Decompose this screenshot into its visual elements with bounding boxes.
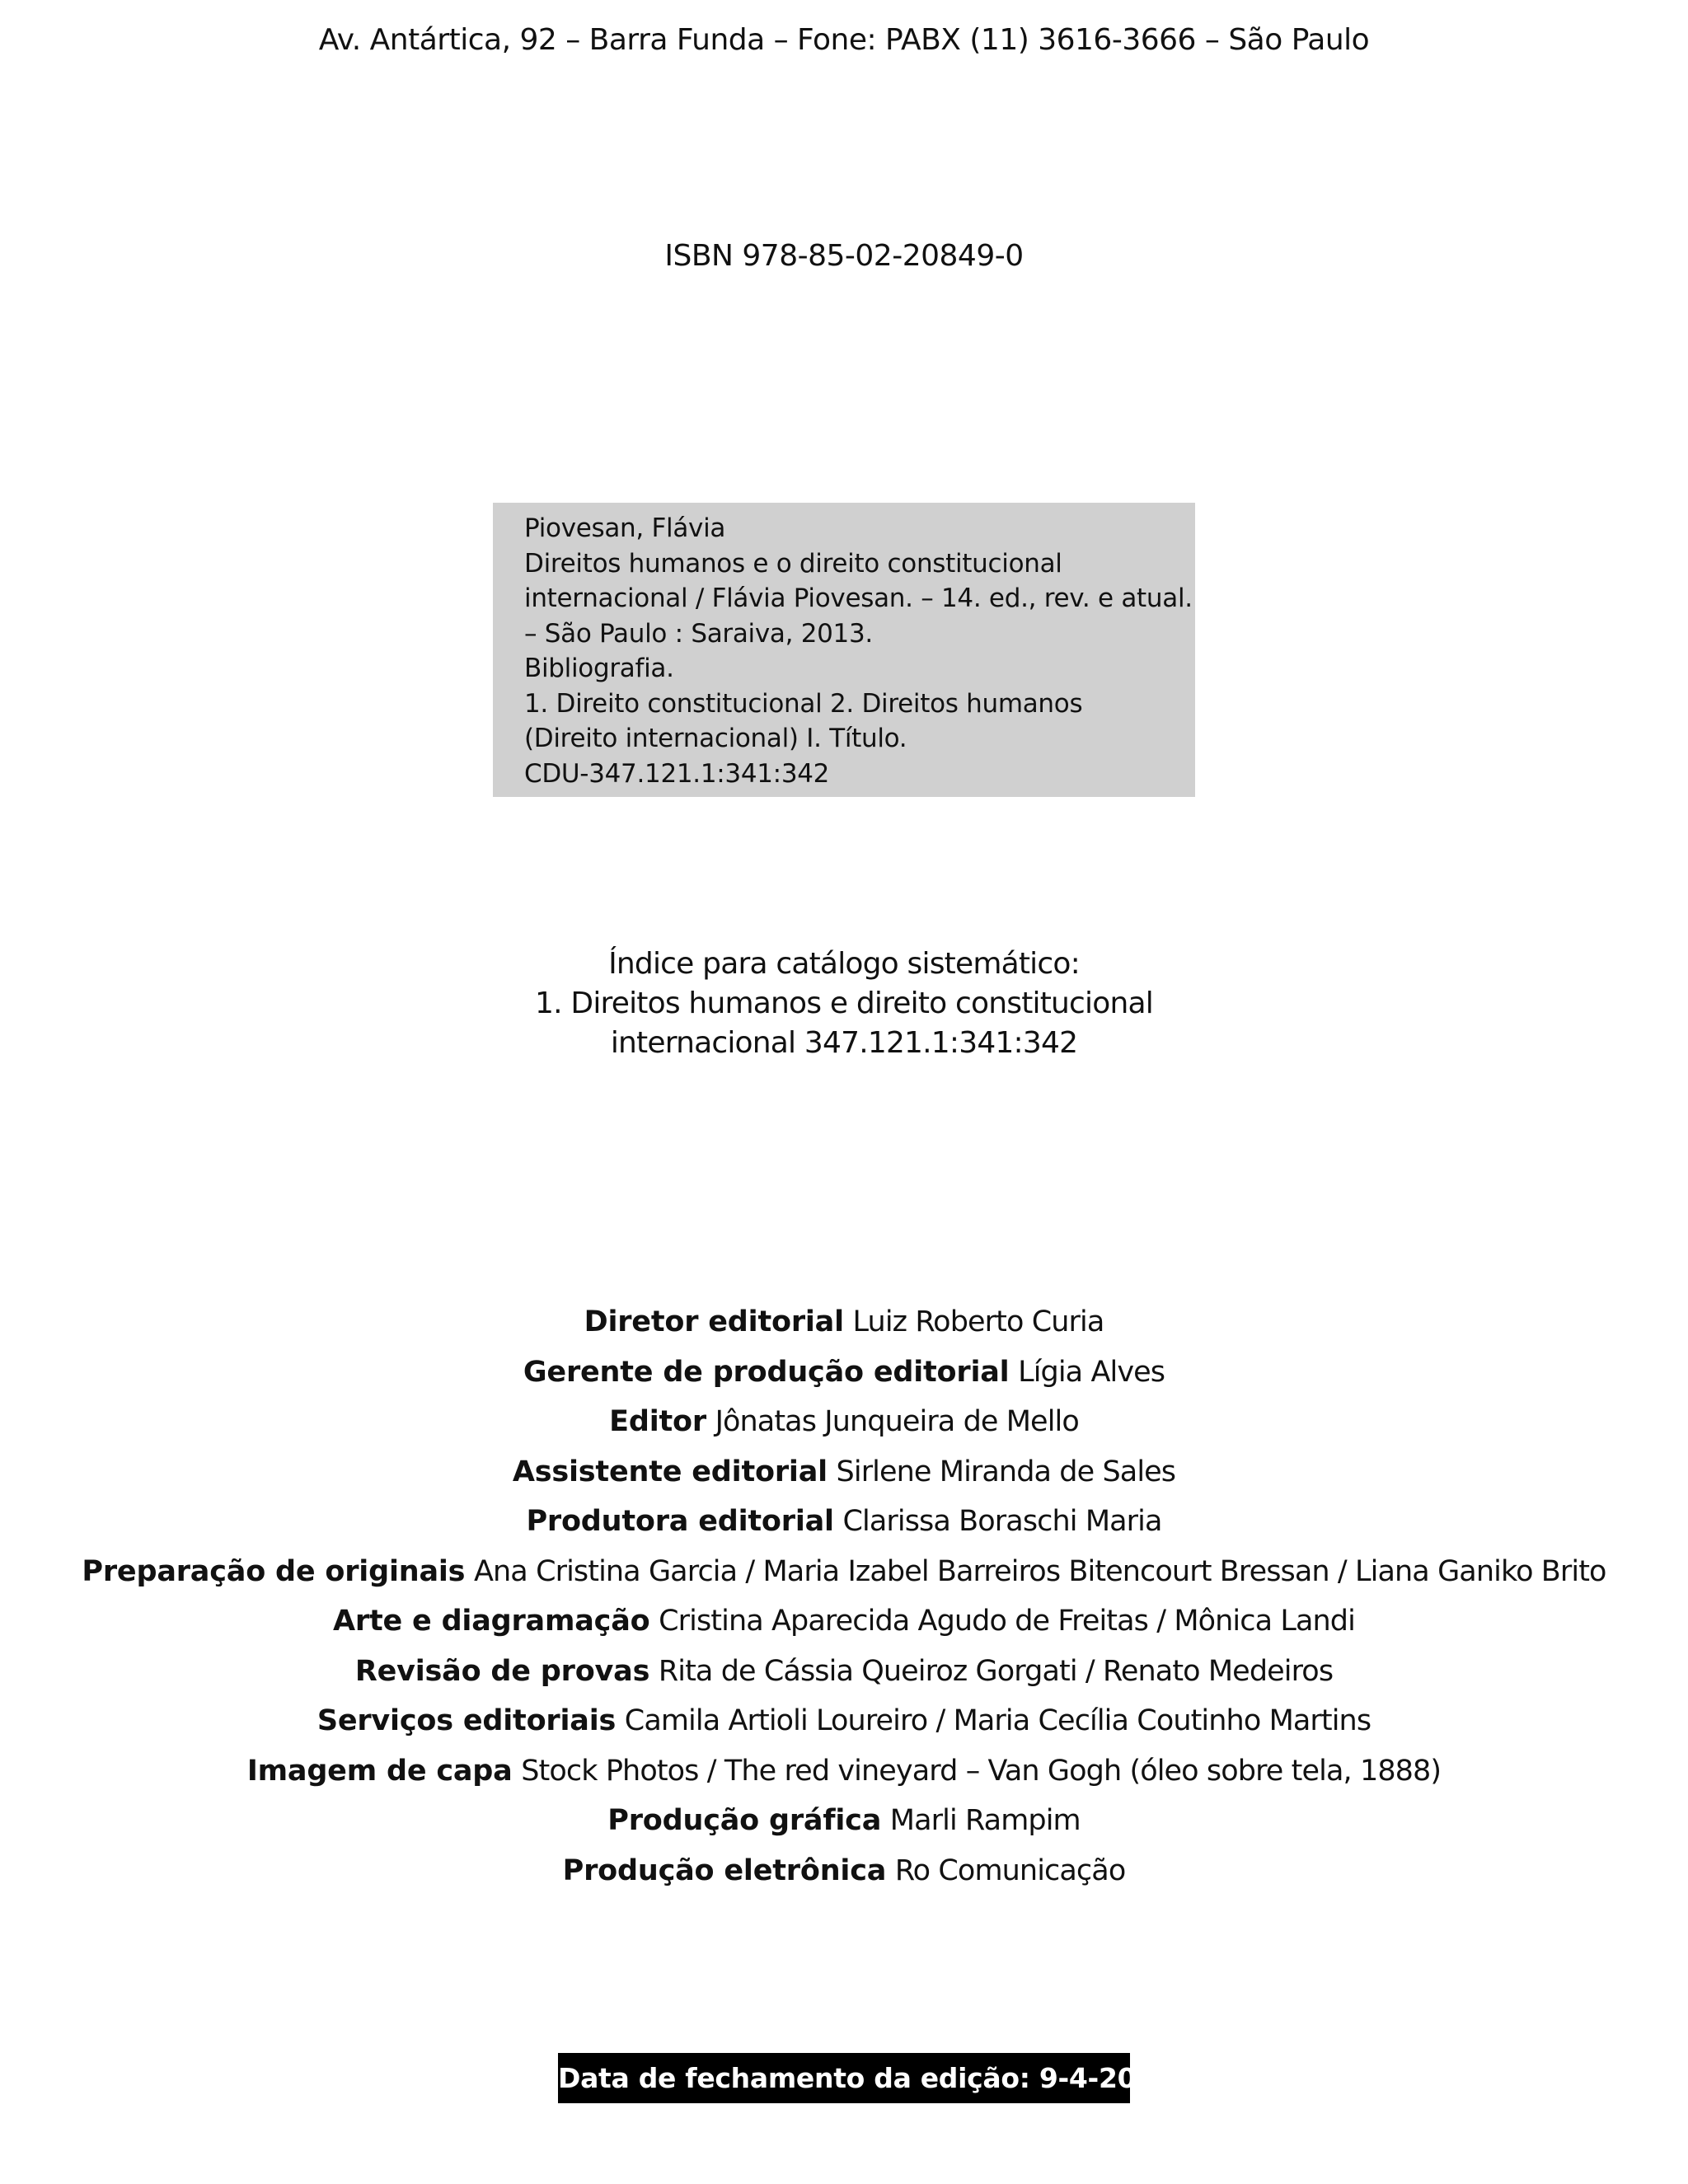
- credit-role: Imagem de capa: [246, 1754, 513, 1788]
- credit-role: Arte e diagramação: [333, 1605, 650, 1638]
- credit-role: Produção gráfica: [607, 1804, 882, 1837]
- credit-line: [0, 1297, 1688, 1347]
- credit-names: Rita de Cássia Queiroz Gorgati / Renato Medeiros: [658, 1654, 1334, 1688]
- credit-role: Produção eletrônica: [562, 1854, 887, 1887]
- index-entry: internacional 347.121.1:341:342: [610, 1026, 1078, 1060]
- credit-role: Preparação de originais: [82, 1554, 466, 1588]
- credit-names: Camila Artioli Loureiro / Maria Cecília Coutinho Martins: [624, 1704, 1372, 1737]
- credit-names: Ro Comunicação: [894, 1854, 1126, 1887]
- cip-line: Bibliografia.: [524, 654, 674, 683]
- cip-line: (Direito internacional) I. Título.: [524, 724, 907, 753]
- credit-line: [0, 1696, 1688, 1746]
- credit-names: Ana Cristina Garcia / Maria Izabel Barreiros Bitencourt Bressan / Liana Ganiko Brito: [473, 1554, 1606, 1588]
- credit-role: Produtora editorial: [526, 1505, 834, 1538]
- publisher-address: Av. Antártica, 92 – Barra Funda – Fone: PABX (11) 3616-3666 – São Paulo: [318, 23, 1370, 57]
- credit-names: Lígia Alves: [1018, 1355, 1165, 1389]
- credit-names: Stock Photos / The red vineyard – Van Gogh (óleo sobre tela, 1888): [521, 1754, 1442, 1788]
- credit-role: Revisão de provas: [354, 1654, 650, 1688]
- credit-role: Editor: [609, 1405, 706, 1438]
- cip-line: 1. Direito constitucional 2. Direitos humanos: [524, 688, 1083, 719]
- credit-role: Assistente editorial: [512, 1455, 828, 1488]
- cip-line: – São Paulo : Saraiva, 2013.: [524, 618, 873, 649]
- credit-names: Jônatas Junqueira de Mello: [715, 1405, 1079, 1438]
- credit-names: Marli Rampim: [889, 1804, 1081, 1837]
- credit-line: [0, 1347, 1688, 1398]
- credit-line: [0, 1397, 1688, 1447]
- credit-role: Serviços editoriais: [316, 1704, 617, 1737]
- cip-line: Direitos humanos e o direito constitucional: [524, 548, 1062, 579]
- systematic-catalog-index: [0, 944, 1688, 1063]
- credit-line: [0, 1796, 1688, 1846]
- credit-role: Gerente de produção editorial: [523, 1355, 1010, 1389]
- cip-line: internacional / Flávia Piovesan. – 14. ed., rev. e atual.: [524, 583, 1193, 613]
- credit-names: Luiz Roberto Curia: [852, 1305, 1104, 1338]
- credit-line: [0, 1497, 1688, 1547]
- credit-line: [0, 1647, 1688, 1697]
- isbn: ISBN 978-85-02-20849-0: [664, 239, 1024, 273]
- cip-line: Piovesan, Flávia: [524, 513, 726, 543]
- index-entry: 1. Direitos humanos e direito constitucional: [535, 987, 1153, 1020]
- index-heading: Índice para catálogo sistemático:: [608, 947, 1080, 981]
- credit-role: Diretor editorial: [584, 1305, 844, 1338]
- credit-names: Sirlene Miranda de Sales: [836, 1455, 1176, 1488]
- credit-line: [0, 1846, 1688, 1896]
- credit-line: [0, 1746, 1688, 1797]
- cip-line: CDU-347.121.1:341:342: [524, 758, 830, 789]
- credit-line: [0, 1596, 1688, 1647]
- edition-closing-date: Data de fechamento da edição: 9-4-2013: [558, 2053, 1130, 2103]
- credit-line: [0, 1547, 1688, 1597]
- cataloging-record-box: [493, 503, 1195, 797]
- credit-names: Cristina Aparecida Agudo de Freitas / Mônica Landi: [659, 1605, 1355, 1638]
- editorial-credits: [0, 1297, 1688, 1896]
- credit-names: Clarissa Boraschi Maria: [842, 1505, 1162, 1538]
- credit-line: [0, 1447, 1688, 1497]
